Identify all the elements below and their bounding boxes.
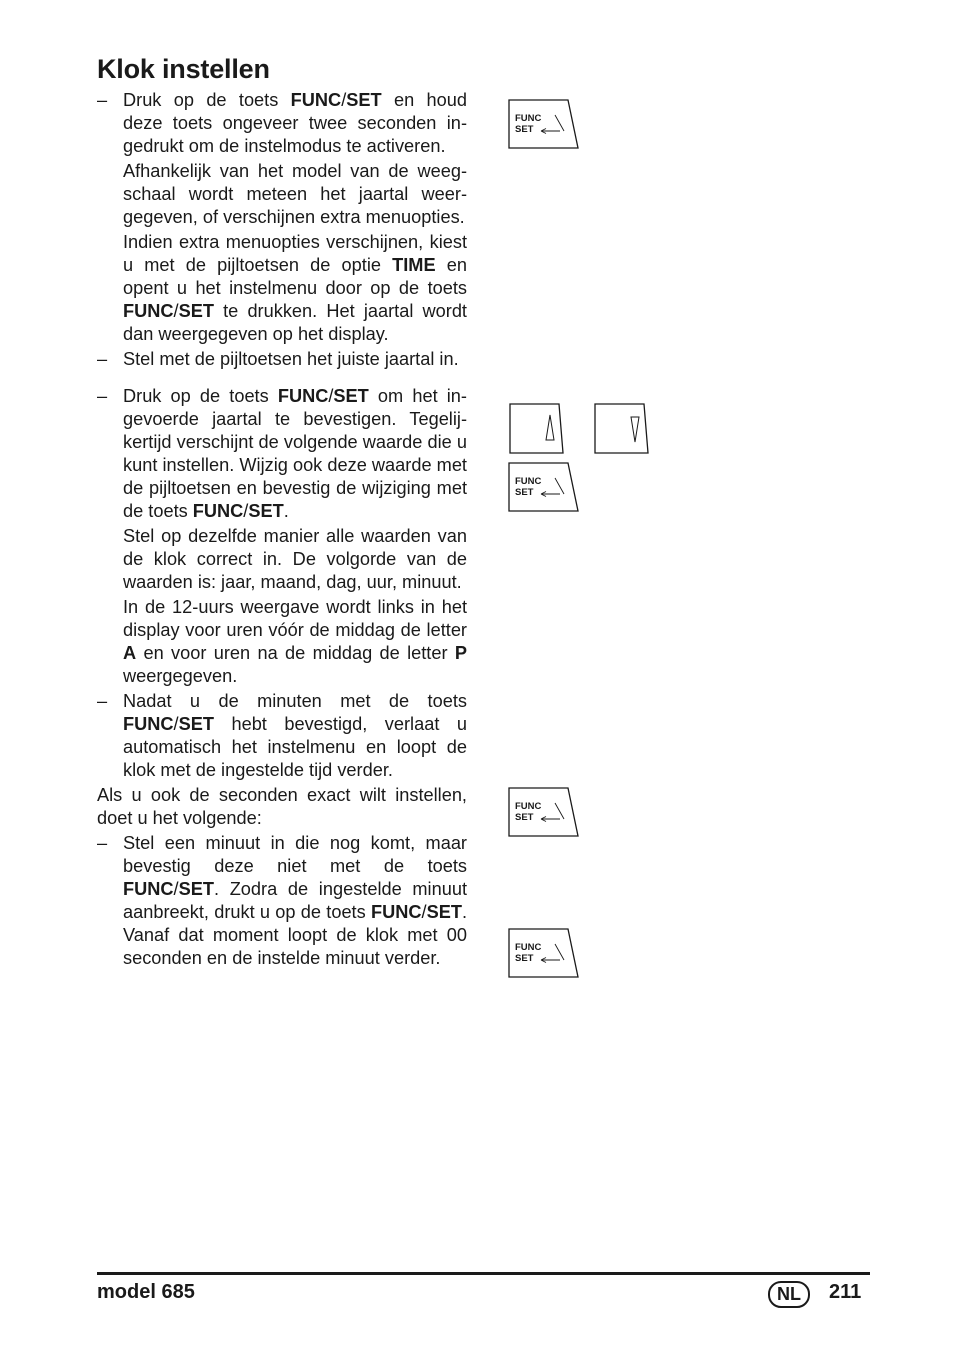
text-run: hebt bevestigd, verlaat u automatisch het instelmenu en loopt de klok met de ingestelde tijd verder. [123, 714, 467, 780]
text-run: Stel op dezelfde manier alle waarden van de klok correct in. De volgorde van de waarden is: jaar, maand, dag, uur, minuut. [123, 526, 467, 592]
bold-term: SET [426, 902, 462, 922]
text-run: Afhankelijk van het model van de weegschaal wordt meteen het jaartal weergegeven, of verschijnen extra menuopties. [123, 161, 467, 227]
text-run: . Zodra de ingestelde minuut aanbreekt, drukt u op de toets [123, 879, 467, 922]
arrow-up-key [509, 403, 565, 455]
bold-term: SET [178, 714, 214, 734]
bullet-paragraph [97, 385, 467, 523]
text-run: / [173, 879, 179, 899]
text-run: In de 12-uurs weergave wordt links in het display voor uren vóór de middag de letter [123, 597, 467, 640]
text-run: Stel een minuut in die nog komt, maar bevestig deze niet met de toets [123, 833, 467, 876]
text-run: weergegeven. [123, 666, 238, 686]
text-run: Als u ook de seconden exact wilt instellen, doet u het volgende: [97, 785, 467, 828]
set-label: SET [515, 487, 534, 498]
text-run: Stel met de pijltoetsen het juiste jaartal in. [123, 349, 459, 369]
instruction-text [97, 89, 467, 970]
bullet-paragraph [97, 348, 467, 371]
text-run: / [328, 386, 334, 406]
bold-term: FUNC [192, 501, 244, 521]
bold-term: FUNC [123, 714, 174, 734]
footer-rule [97, 1272, 870, 1275]
page-title: Klok instellen [97, 54, 270, 84]
text-run: en voor uren na de middag de letter [136, 643, 455, 663]
text-run: / [341, 90, 347, 110]
bold-term: A [123, 643, 137, 663]
bold-term: SET [178, 301, 214, 321]
bullet-paragraph [97, 832, 467, 970]
bold-term: FUNC [123, 879, 174, 899]
text-run: / [173, 714, 179, 734]
set-label: SET [515, 124, 534, 135]
func-label: FUNC [515, 476, 542, 487]
bold-term: FUNC [370, 902, 422, 922]
model-label: model 685 [97, 1281, 195, 1303]
text-run: / [243, 501, 249, 521]
bold-term: FUNC [277, 386, 329, 406]
bold-term: TIME [392, 255, 436, 275]
text-run: Druk op de toets [123, 90, 291, 110]
arrow-down-key [594, 403, 650, 455]
text-run: / [421, 902, 427, 922]
text-run: en opent u het instelmenu door op de toets [123, 255, 467, 298]
language-badge: NL [768, 1281, 810, 1308]
func-set-key-3 [508, 787, 582, 839]
text-run: . [283, 501, 289, 521]
paragraph [97, 160, 467, 229]
text-run: Nadat u de minuten met de toets [123, 691, 467, 711]
bold-term: SET [178, 879, 214, 899]
paragraph [97, 525, 467, 594]
text-run: om het ingevoerde jaartal te bevestigen. Tegelijkertijd verschijnt de volgende waarde die u kunt instellen. Wijzig ook deze waarde met de pijltoetsen en bevestig de wijziging met de toets [123, 386, 467, 521]
text-run: en houd deze toets ongeveer twee seconden ingedrukt om de instelmodus te activeren. [123, 90, 467, 156]
text-run: / [173, 301, 179, 321]
text-run: Indien extra menuopties verschijnen, kiest u met de pijltoetsen de optie [123, 232, 467, 275]
bold-term: SET [333, 386, 369, 406]
text-run: Druk op de toets [123, 386, 278, 406]
func-set-key-1 [508, 99, 582, 151]
text-run: . Vanaf dat moment loopt de klok met 00 seconden en de instelde minuut verder. [123, 902, 467, 968]
paragraph [97, 231, 467, 346]
bold-term: P [454, 643, 467, 663]
bullet-paragraph [97, 89, 467, 158]
text-run: te drukken. Het jaartal wordt dan weergegeven op het display. [123, 301, 467, 344]
func-set-key-2 [508, 462, 582, 514]
func-label: FUNC [515, 801, 542, 812]
paragraph [97, 596, 467, 688]
set-label: SET [515, 953, 534, 964]
bold-term: FUNC [290, 90, 342, 110]
func-label: FUNC [515, 113, 542, 124]
page-number: 211 [829, 1281, 862, 1303]
func-label: FUNC [515, 942, 542, 953]
bold-term: SET [248, 501, 284, 521]
func-set-key-4 [508, 928, 582, 980]
paragraph [97, 784, 467, 830]
bold-term: SET [346, 90, 382, 110]
set-label: SET [515, 812, 534, 823]
bold-term: FUNC [123, 301, 174, 321]
bullet-paragraph [97, 690, 467, 782]
